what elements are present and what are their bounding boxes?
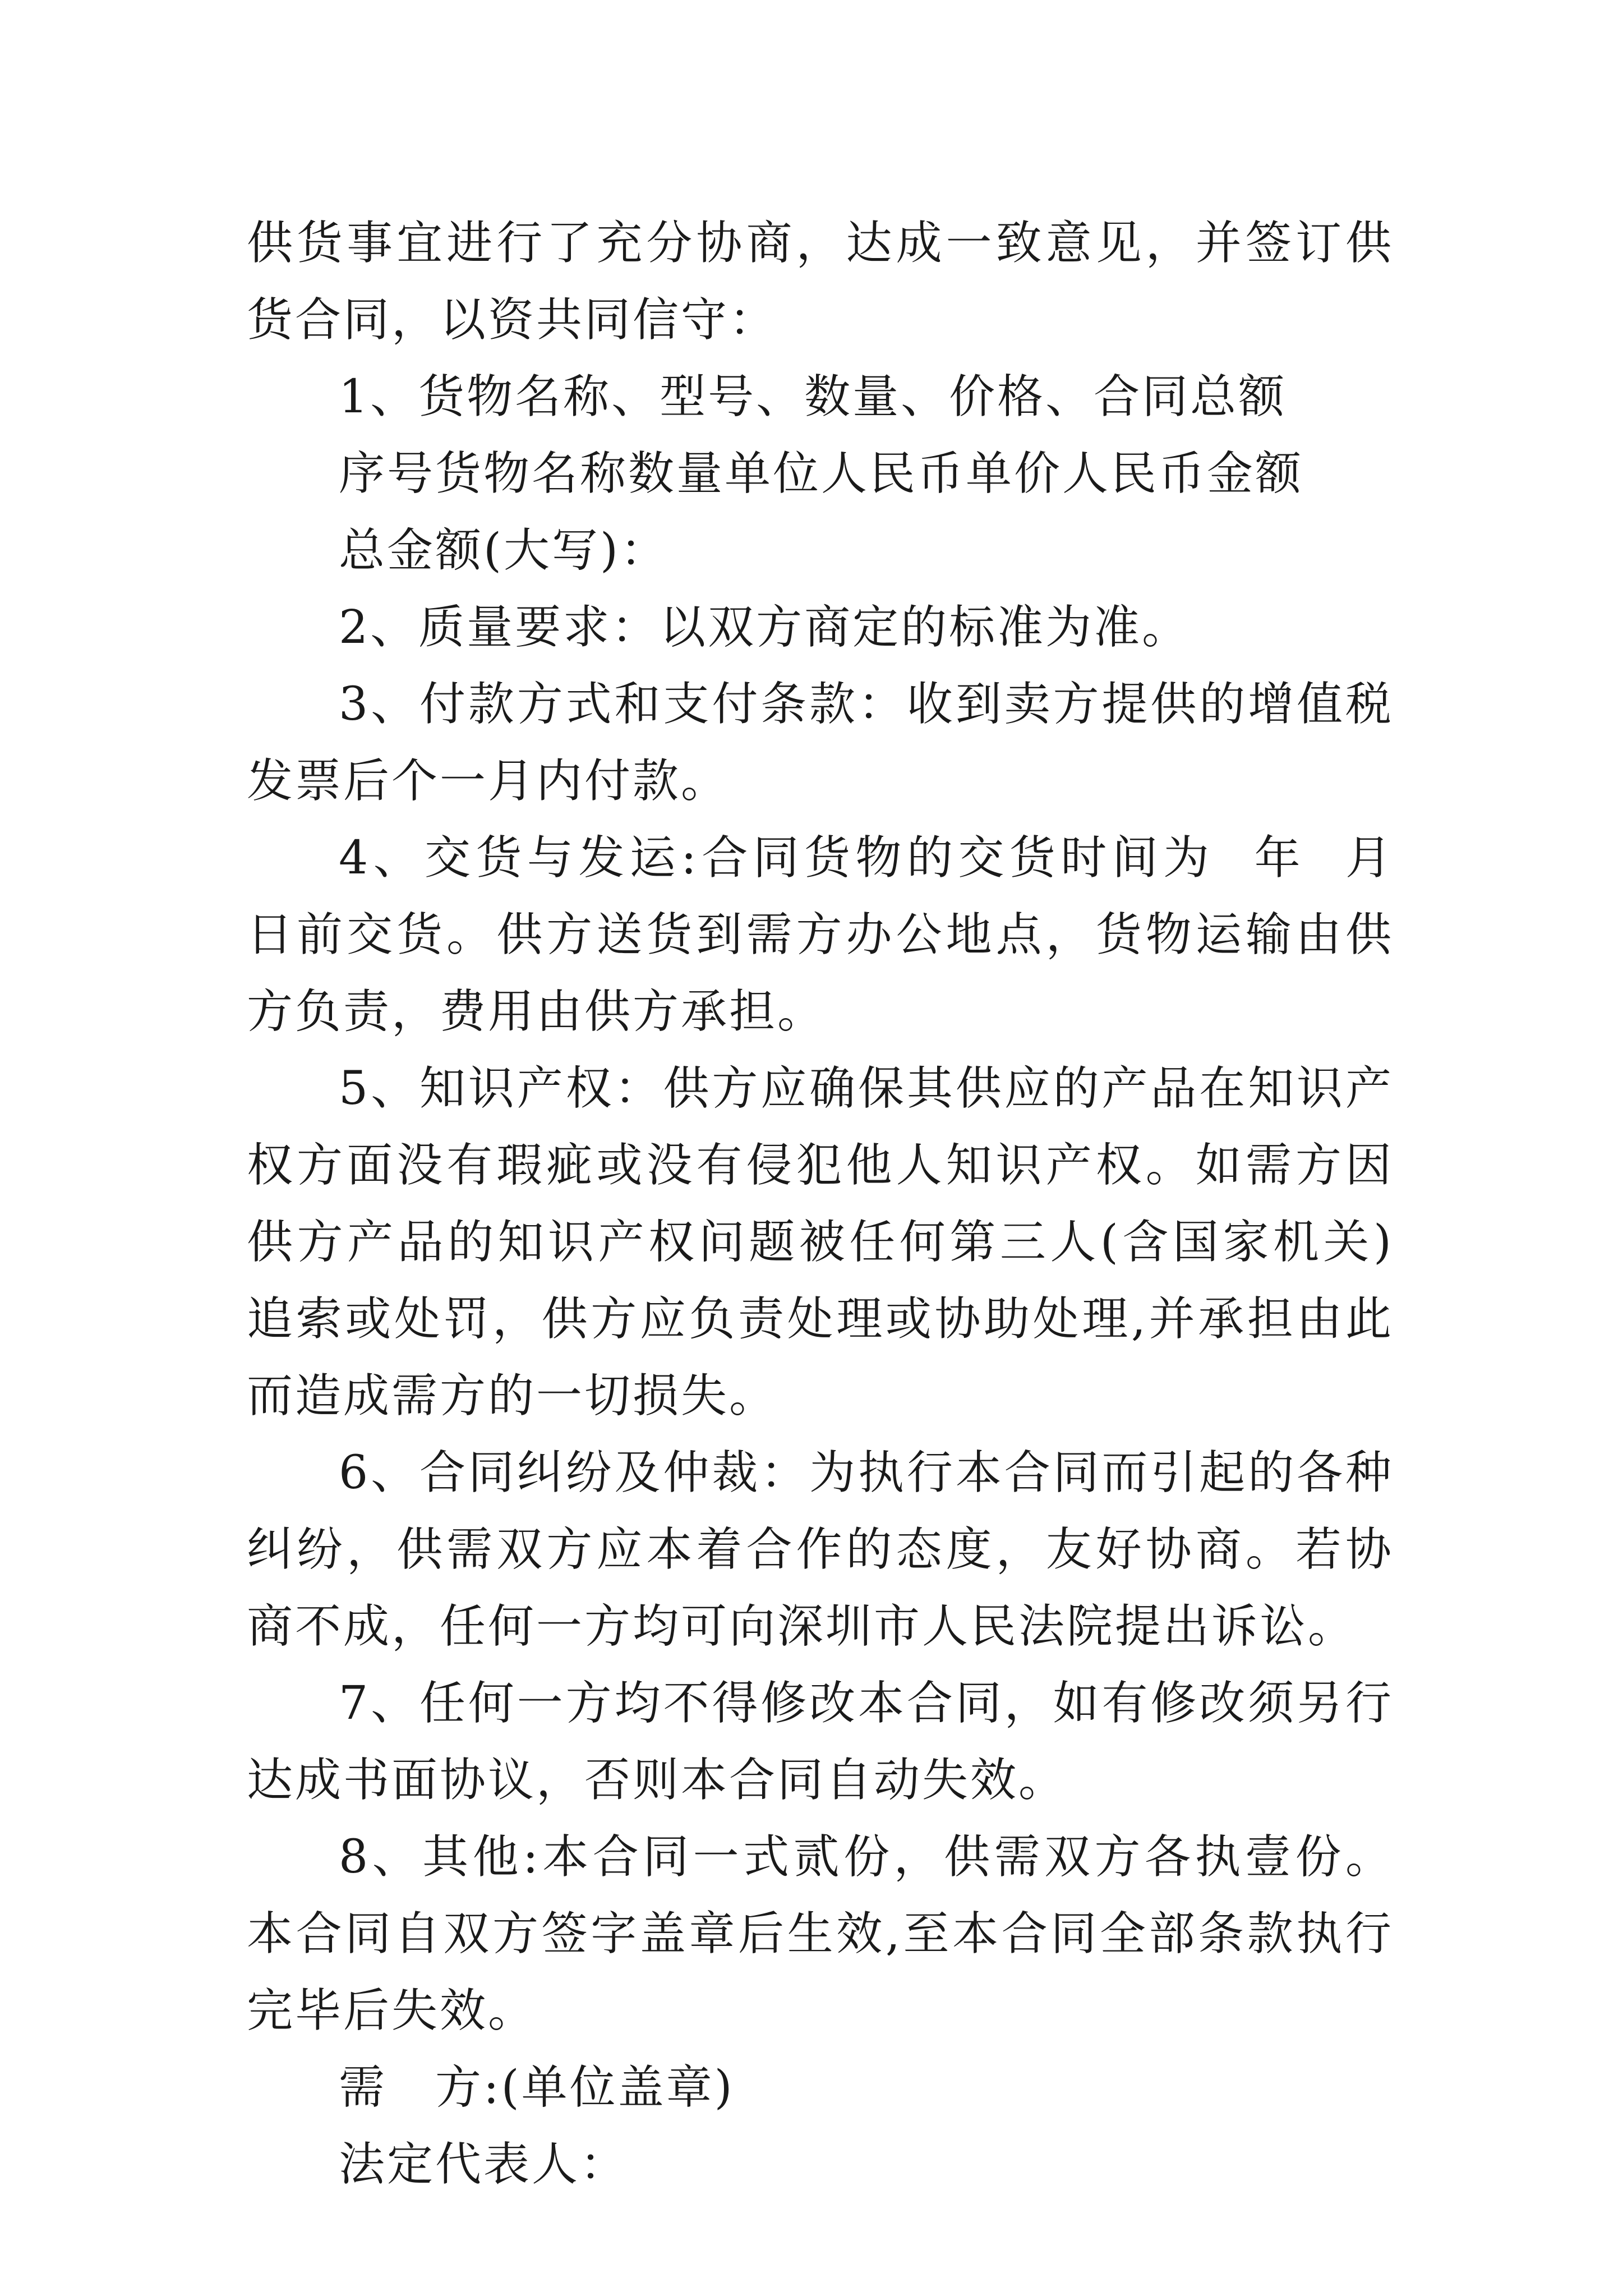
paragraph-clause-7: 7、任何一方均不得修改本合同，如有修改须另行达成书面协议，否则本合同自动失效。 xyxy=(247,1677,1394,1807)
paragraph-legal-representative: 法定代表人： xyxy=(339,2138,629,2191)
document-body xyxy=(247,205,1428,2203)
paragraph-clause-2: 2、质量要求：以双方商定的标准为准。 xyxy=(339,601,1191,654)
paragraph-buyer-seal: 需 方:(单位盖章) xyxy=(339,2061,735,2114)
paragraph-total-amount: 总金额(大写)： xyxy=(339,524,668,577)
paragraph-clause-4: 4、交货与发运:合同货物的交货时间为 年 月 日前交货。供方送货到需方办公地点，货物运输由供方负责，费用由供方承担。 xyxy=(247,831,1428,1038)
paragraph-clause-5: 5、知识产权：供方应确保其供应的产品在知识产权方面没有瑕疵或没有侵犯他人知识产权。如需方因供方产品的知识产权问题被任何第三人(含国家机关)追索或处罚，供方应负责处理或协助处理,并承担由此而造成需方的一切损失。 xyxy=(247,1062,1394,1423)
paragraph-intro: 供货事宜进行了充分协商，达成一致意见，并签订供货合同，以资共同信守： xyxy=(247,217,1394,347)
paragraph-clause-6: 6、合同纠纷及仲裁：为执行本合同而引起的各种纠纷，供需双方应本着合作的态度，友好协商。若协商不成，任何一方均可向深圳市人民法院提出诉讼。 xyxy=(247,1446,1394,1653)
paragraph-table-header: 序号货物名称数量单位人民币单价人民币金额 xyxy=(339,447,1304,500)
paragraph-clause-3: 3、付款方式和支付条款：收到卖方提供的增值税发票后个一月内付款。 xyxy=(247,678,1394,808)
paragraph-clause-1: 1、货物名称、型号、数量、价格、合同总额 xyxy=(339,370,1287,424)
paragraph-clause-8: 8、其他:本合同一式贰份，供需双方各执壹份。本合同自双方签字盖章后生效,至本合同全部条款执行完毕后失效。 xyxy=(247,1830,1394,2037)
